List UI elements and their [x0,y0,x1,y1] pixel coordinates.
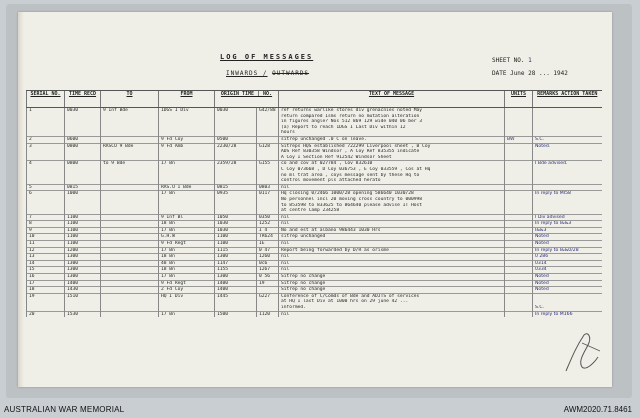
message-text-cell: (a) Report to reach 1DGS I Last Div within 12 [279,125,505,131]
remarks-cell: S.C. [533,136,602,143]
serial-cell: 5 [27,184,65,191]
to-cell [101,214,159,221]
remarks-cell: 0314 [533,260,602,267]
origin-no-cell: G155 [257,161,279,167]
message-text-cell: Conference of C/Comds of Bde and ADJTS of services [279,293,505,299]
remarks-cell: I Bde advised. [533,161,602,167]
col-origin: ORIGIN TIME | NO. [215,91,279,108]
to-cell [101,184,159,191]
time-cell: 1300 [65,260,101,267]
time-cell: 1530 [65,311,101,317]
time-cell: 0800 [65,161,101,167]
serial-cell: 1 [27,108,65,114]
origin-time-cell: 1300 [215,254,257,261]
remarks-cell [533,184,602,191]
time-cell: 0815 [65,184,101,191]
serial-cell: 4 [27,161,65,167]
serial-cell: 10 [27,234,65,241]
from-cell: 9 Fd Amb [159,143,215,149]
serial-cell: 20 [27,311,65,317]
origin-no-cell: IE [257,241,279,248]
message-text-cell: Hq closing 0/2466 1000/28 opening 586640 1030/28 [279,191,505,197]
remarks-cell: Noted [533,280,602,287]
table-row [27,214,602,221]
remarks-cell: In reply to I&&0/28 [533,247,602,254]
message-text-cell: sitrep unchanged [279,234,505,241]
to-cell [101,280,159,287]
serial-cell: 2 [27,136,65,143]
message-text-cell: at HQ I last Div at 1000 hrs on 29 june 42 ... [279,299,505,305]
table-row [27,136,602,143]
message-text-cell: nil [279,184,505,191]
message-text-cell: nil [279,241,505,248]
message-text-cell: nil [279,254,505,261]
units-cell [505,280,533,287]
time-cell: 1510 [65,293,101,299]
table-row [27,184,602,191]
origin-time-cell: 2230/28 [215,143,257,149]
log-sheet [18,12,612,387]
col-time: TIME RECD [65,91,101,108]
remarks-cell: Noted [533,241,602,248]
origin-no-cell: 0117 [257,191,279,197]
origin-time-cell: 1100 [215,241,257,248]
units-cell [505,311,533,317]
units-cell [505,247,533,254]
table-row [27,227,602,234]
outwards-label: OUTWARDS [272,70,310,77]
units-cell [505,241,533,248]
units-cell [505,260,533,267]
origin-time-cell: 1400 [215,280,257,287]
from-cell: 2 Fd Coy [159,287,215,294]
message-text-cell: co and cov at 027784 , Cov 832610 [279,161,505,167]
origin-no-cell: 1260 [257,254,279,261]
message-log-table [26,90,602,317]
to-cell [101,311,159,317]
units-cell [505,221,533,228]
table-row [27,311,602,317]
from-cell: 9 Inf Bl [159,214,215,221]
remarks-cell: In reply to MI58 [533,191,602,197]
serial-cell: 18 [27,287,65,294]
origin-no-cell [257,136,279,143]
message-text-cell: sitrep unchanged .0 C on leave. [279,136,505,143]
to-cell [101,221,159,228]
table-row [27,287,602,294]
col-remarks: REMARKS ACTION TAKEN [533,91,602,108]
table-header [27,91,602,108]
origin-no-cell: 0c6 [257,260,279,267]
serial-cell: 12 [27,247,65,254]
origin-no-cell [257,287,279,294]
table-body [27,108,602,318]
table-row [27,234,602,241]
origin-time-cell: 0500 [215,136,257,143]
origin-time-cell: 1115 [215,247,257,254]
origin-time-cell: 1100 [215,234,257,241]
table-row [27,274,602,281]
to-cell: RASCO 9 Bde [101,143,159,149]
time-cell: 1400 [65,280,101,287]
origin-no-cell: 0803 [257,184,279,191]
serial-cell: 13 [27,254,65,261]
time-cell: 1100 [65,241,101,248]
archive-reference: AWM2020.71.8461 [563,405,632,414]
origin-no-cell: 1252 [257,221,279,228]
serial-cell: 17 [27,280,65,287]
remarks-cell: S.C. [533,305,602,311]
remarks-cell: Noted [533,287,602,294]
pencil-annotation [558,327,608,377]
table-row [27,280,602,287]
origin-no-cell: 0350 [257,214,279,221]
origin-no-cell: 1120 [257,311,279,317]
from-cell: 17 Bn [159,161,215,167]
origin-no-cell: G42/88 [257,108,279,114]
table-row [27,267,602,274]
time-cell: 1100 [65,234,101,241]
origin-time-cell: 0030 [215,108,257,114]
message-text-cell: Report being forwarded by D/R as orisme [279,247,505,254]
serial-cell: 11 [27,241,65,248]
remarks-cell: Noted [533,234,602,241]
message-text-cell: A Coy I Section Ref 912542 Windsor Sheet [279,155,505,161]
from-cell: HQ I Div [159,293,215,299]
from-cell: G.H.W [159,234,215,241]
time-cell: 1300 [65,274,101,281]
from-cell: 9 Fd Regt [159,241,215,248]
origin-time-cell: 1500 [215,311,257,317]
col-to: TO [101,91,159,108]
from-cell: 17 Bn [159,227,215,234]
time-cell: 0800 [65,143,101,149]
serial-cell: 7 [27,214,65,221]
time-cell: 1100 [65,214,101,221]
message-text-cell: no ml trat area , coys message sent by these Hq to [279,173,505,179]
serial-cell: 14 [27,260,65,267]
origin-no-cell: G128 [257,143,279,149]
message-text-cell: in figures angle? Nos 512 869 129 wide 040 06 ber 3 [279,119,505,125]
message-text-cell: nil [279,267,505,274]
time-cell: 1430 [65,287,101,294]
units-cell [505,227,533,234]
serial-cell: 19 [27,293,65,299]
time-cell: 1200 [65,247,101,254]
message-text-cell: control movement pls attached herato [279,178,505,184]
from-cell: 18 Bn [159,254,215,261]
from-cell: 9 Fd Regt [159,280,215,287]
origin-no-cell: TR624 [257,234,279,241]
message-text-cell: at centre Camp 234258 [279,208,505,214]
message-text-cell: nil [279,260,505,267]
to-cell [101,287,159,294]
from-cell: 17 Bn [159,274,215,281]
origin-no-cell: I 4 [257,227,279,234]
to-cell: to 9 Bde [101,161,159,167]
units-cell [505,184,533,191]
to-cell [101,260,159,267]
table-row [27,260,602,267]
to-cell [101,234,159,241]
message-text-cell: Sitrep no change [279,280,505,287]
date-field [492,70,568,77]
serial-cell: 9 [27,227,65,234]
origin-time-cell: 1445 [215,293,257,299]
to-cell [101,227,159,234]
origin-time-cell: 1030 [215,227,257,234]
origin-time-cell: 1400 [215,287,257,294]
units-cell: BW [505,136,533,143]
time-cell: 0030 [65,108,101,114]
time-cell: 1300 [65,267,101,274]
from-cell: 18 Bn [159,221,215,228]
message-text-cell: Sitrep no change [279,287,505,294]
from-cell: 9 Fd Coy [159,136,215,143]
inwards-label: INWARDS / [226,70,268,77]
to-cell [101,247,159,254]
origin-no-cell: 0 56 [257,274,279,281]
message-text-cell: ADS Ref 830358 Windsor , A Coy Ref 835355 indicate [279,149,505,155]
origin-time-cell: 1030 [215,221,257,228]
col-serial: SERIAL NO. [27,91,65,108]
units-cell [505,287,533,294]
time-cell: 1000 [65,191,101,197]
time-cell: 1100 [65,227,101,234]
table-row [27,241,602,248]
to-cell [101,136,159,143]
message-text-cell: ref returns warlike stores div grenacnies noted May [279,108,505,114]
time-cell: 0600 [65,136,101,143]
archive-credit: AUSTRALIAN WAR MEMORIAL [4,405,125,414]
serial-cell: 16 [27,274,65,281]
units-cell [505,267,533,274]
units-cell [505,214,533,221]
message-text-cell: No personnel incl 20 moving cross country to 000998 [279,197,505,203]
from-cell: 1DGS I Div [159,108,215,114]
from-cell: 17 Bn [159,191,215,197]
from-cell: 48 Bn [159,260,215,267]
to-cell [101,267,159,274]
col-from: FROM [159,91,215,108]
origin-time-cell: 1147 [215,260,257,267]
sheet-number-label: SHEET NO. [492,57,525,64]
origin-time-cell: 1050 [215,214,257,221]
remarks-cell: I&&3 [533,227,602,234]
origin-no-cell: 1267 [257,267,279,274]
message-text-cell: informed. [279,305,505,311]
from-cell: 18 Bn [159,267,215,274]
remarks-cell: In reply to I&&3 [533,221,602,228]
origin-no-cell: G227 [257,293,279,299]
origin-time-cell: 1300 [215,274,257,281]
to-cell [101,274,159,281]
from-cell: RAS.O I Bde [159,184,215,191]
time-cell: 1300 [65,254,101,261]
origin-time-cell: 2359/28 [215,161,257,167]
from-cell: 17 Bn [159,247,215,254]
serial-cell: 15 [27,267,65,274]
remarks-cell: I Div advised [533,214,602,221]
origin-no-cell: 0 47 [257,247,279,254]
message-text-cell: nil [279,221,505,228]
table-row [27,247,602,254]
remarks-cell: 0334 [533,267,602,274]
message-text-cell: return compared Isms return no mutation alteration [279,114,505,120]
message-text-cell: Sitreps HQS established 722299 Liverpool sheet , B Coy [279,143,505,149]
from-cell: 17 Bn [159,311,215,317]
time-cell: 1100 [65,221,101,228]
units-cell [505,234,533,241]
message-text-cell: No and est at albano 986443 1030 Hrs [279,227,505,234]
to-cell [101,254,159,261]
message-text-cell: Sitrep no change [279,274,505,281]
origin-no-cell: 19 [257,280,279,287]
message-text-cell: C Coy 073668 , D Coy 036753 , E Coy 033559 , Cos at Hq [279,167,505,173]
serial-cell: 8 [27,221,65,228]
remarks-cell: Noted [533,274,602,281]
origin-time-cell: 0935 [215,191,257,197]
remarks-cell: 0 286 [533,254,602,261]
document-title: LOG OF MESSAGES [220,53,314,61]
units-cell [505,274,533,281]
origin-time-cell: 0815 [215,184,257,191]
message-text-cell: to 853598 to 833625 to 864640 please advise IT Host [279,203,505,209]
message-text-cell: nil [279,214,505,221]
direction-label [226,70,309,77]
sheet-number-value: 1 [528,57,532,64]
message-text-cell: nil [279,311,505,317]
to-cell [101,241,159,248]
serial-cell: 6 [27,191,65,197]
remarks-cell: In reply to M166 [533,311,602,317]
origin-time-cell: 1155 [215,267,257,274]
col-units: UNITS [505,91,533,108]
to-cell: 9 Inf Bde [101,108,159,114]
date-label: DATE [492,70,507,77]
units-cell [505,254,533,261]
serial-cell: 3 [27,143,65,149]
date-value: June 28 ... 1942 [510,70,568,77]
table-row [27,221,602,228]
table-row [27,254,602,261]
col-text: TEXT OF MESSAGE [279,91,505,108]
sheet-number [492,57,532,64]
remarks-cell: Noted. [533,143,602,149]
message-text-cell: hours [279,130,505,136]
